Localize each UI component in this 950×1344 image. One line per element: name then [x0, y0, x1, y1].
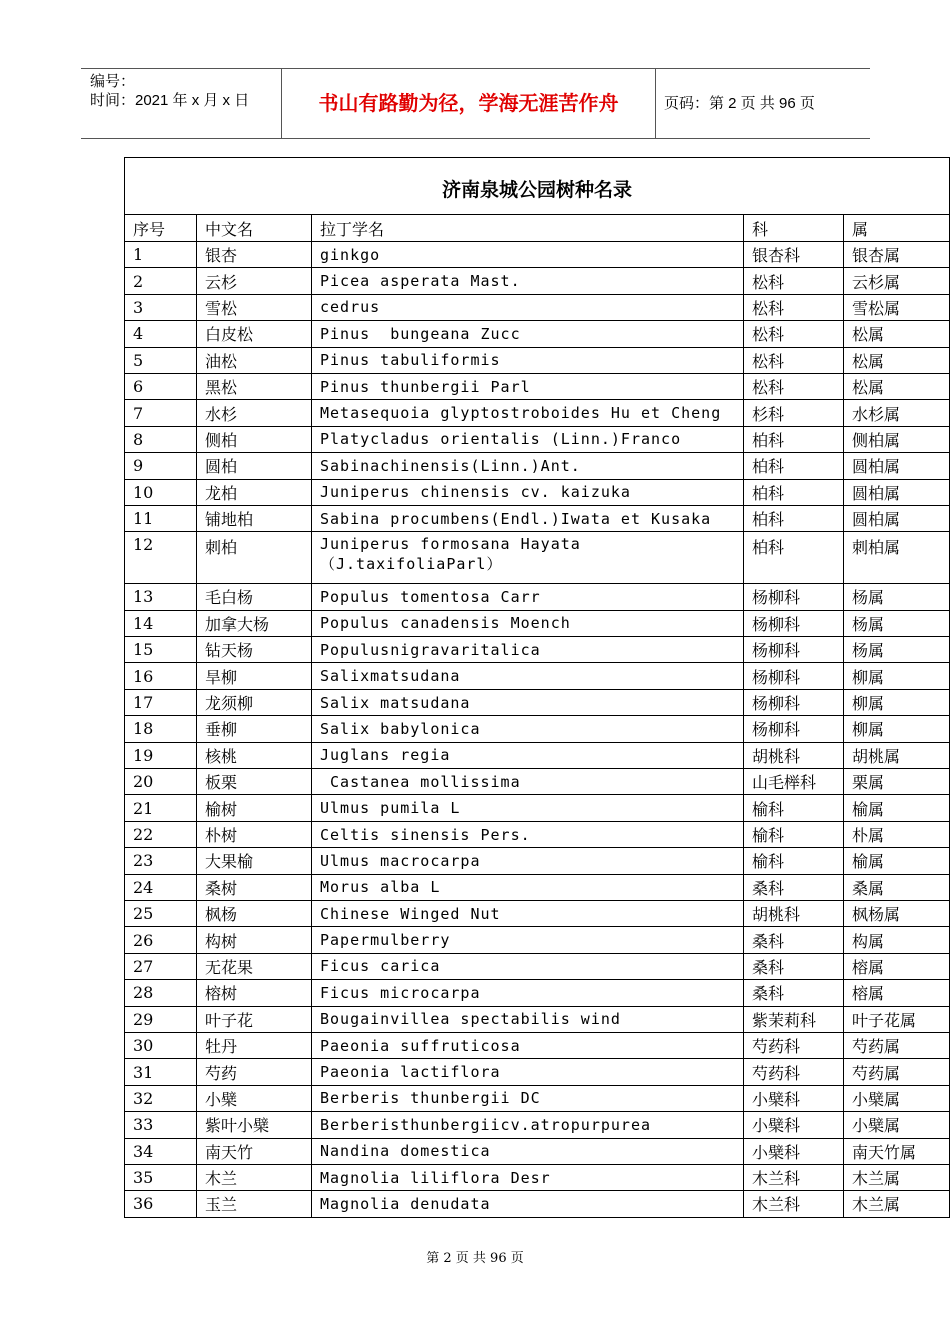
column-header: 拉丁学名 [312, 215, 744, 242]
family: 小檗科 [744, 1138, 844, 1164]
row-number: 19 [125, 742, 197, 768]
row-number: 17 [125, 689, 197, 715]
chinese-name: 桑树 [197, 874, 312, 900]
table-row [125, 637, 950, 663]
table-row [125, 900, 950, 926]
latin-name: Magnolia liliflora Desr [312, 1164, 744, 1190]
genus: 小檗属 [844, 1112, 950, 1138]
chinese-name: 玉兰 [197, 1191, 312, 1217]
genus: 榕属 [844, 980, 950, 1006]
row-number: 3 [125, 294, 197, 320]
latin-name: Sabina procumbens(Endl.)Iwata et Kusaka [312, 505, 744, 531]
row-number: 24 [125, 874, 197, 900]
latin-name: Berberisthunbergiicv.atropurpurea [312, 1112, 744, 1138]
chinese-name: 垂柳 [197, 716, 312, 742]
latin-name: Pinus thunbergii Parl [312, 373, 744, 399]
chinese-name: 榆树 [197, 795, 312, 821]
table-row [125, 848, 950, 874]
latin-name: Pinus bungeana Zucc [312, 321, 744, 347]
chinese-name: 木兰 [197, 1164, 312, 1190]
latin-name: Metasequoia glyptostroboides Hu et Cheng [312, 400, 744, 426]
table-row [125, 321, 950, 347]
table-row [125, 610, 950, 636]
genus: 圆柏属 [844, 505, 950, 531]
chinese-name: 朴树 [197, 821, 312, 847]
table-row [125, 1191, 950, 1217]
row-number: 12 [125, 532, 197, 584]
latin-name: Salixmatsudana [312, 663, 744, 689]
latin-name: Morus alba L [312, 874, 744, 900]
chinese-name: 无花果 [197, 953, 312, 979]
row-number: 29 [125, 1006, 197, 1032]
column-header: 属 [844, 215, 950, 242]
row-number: 6 [125, 373, 197, 399]
row-number: 27 [125, 953, 197, 979]
row-number: 31 [125, 1059, 197, 1085]
row-number: 1 [125, 242, 197, 268]
family: 胡桃科 [744, 900, 844, 926]
latin-name: Berberis thunbergii DC [312, 1085, 744, 1111]
family: 榆科 [744, 848, 844, 874]
latin-name: cedrus [312, 294, 744, 320]
family: 杨柳科 [744, 584, 844, 610]
family: 杨柳科 [744, 716, 844, 742]
genus: 圆柏属 [844, 453, 950, 479]
table-row [125, 294, 950, 320]
chinese-name: 龙须柳 [197, 689, 312, 715]
table-row [125, 1112, 950, 1138]
row-number: 9 [125, 453, 197, 479]
chinese-name: 枫杨 [197, 900, 312, 926]
chinese-name: 小檗 [197, 1085, 312, 1111]
genus: 柳属 [844, 716, 950, 742]
genus: 胡桃属 [844, 742, 950, 768]
table-row [125, 426, 950, 452]
family: 榆科 [744, 821, 844, 847]
chinese-name: 板栗 [197, 769, 312, 795]
family: 柏科 [744, 505, 844, 531]
chinese-name: 水杉 [197, 400, 312, 426]
family: 桑科 [744, 927, 844, 953]
genus: 构属 [844, 927, 950, 953]
chinese-name: 榕树 [197, 980, 312, 1006]
row-number: 18 [125, 716, 197, 742]
genus: 柳属 [844, 689, 950, 715]
column-header: 中文名 [197, 215, 312, 242]
latin-name: Papermulberry [312, 927, 744, 953]
genus: 云杉属 [844, 268, 950, 294]
genus: 小檗属 [844, 1085, 950, 1111]
chinese-name: 构树 [197, 927, 312, 953]
chinese-name: 铺地柏 [197, 505, 312, 531]
latin-name: Chinese Winged Nut [312, 900, 744, 926]
table-row [125, 821, 950, 847]
genus: 枫杨属 [844, 900, 950, 926]
latin-name: ginkgo [312, 242, 744, 268]
latin-name: Populus tomentosa Carr [312, 584, 744, 610]
table-row [125, 716, 950, 742]
latin-name: Nandina domestica [312, 1138, 744, 1164]
row-number: 28 [125, 980, 197, 1006]
chinese-name: 龙柏 [197, 479, 312, 505]
column-header: 序号 [125, 215, 197, 242]
chinese-name: 云杉 [197, 268, 312, 294]
family: 胡桃科 [744, 742, 844, 768]
tree-species-table [124, 157, 950, 1218]
genus: 桑属 [844, 874, 950, 900]
family: 松科 [744, 268, 844, 294]
header-meta [81, 69, 281, 138]
family: 紫茉莉科 [744, 1006, 844, 1032]
family: 芍药科 [744, 1032, 844, 1058]
table-row [125, 689, 950, 715]
table-row [125, 1138, 950, 1164]
family: 柏科 [744, 479, 844, 505]
table-row [125, 479, 950, 505]
table-row [125, 742, 950, 768]
chinese-name: 加拿大杨 [197, 610, 312, 636]
row-number: 21 [125, 795, 197, 821]
family: 木兰科 [744, 1164, 844, 1190]
chinese-name: 油松 [197, 347, 312, 373]
chinese-name: 侧柏 [197, 426, 312, 452]
latin-name: Bougainvillea spectabilis wind [312, 1006, 744, 1032]
family: 杨柳科 [744, 610, 844, 636]
row-number: 14 [125, 610, 197, 636]
family: 松科 [744, 347, 844, 373]
row-number: 13 [125, 584, 197, 610]
family: 木兰科 [744, 1191, 844, 1217]
chinese-name: 钻天杨 [197, 637, 312, 663]
genus: 榆属 [844, 848, 950, 874]
table-row [125, 874, 950, 900]
chinese-name: 大果榆 [197, 848, 312, 874]
header-page-info: 页码：第 2 页 共 96 页 [664, 95, 815, 112]
row-number: 2 [125, 268, 197, 294]
chinese-name: 芍药 [197, 1059, 312, 1085]
family: 松科 [744, 294, 844, 320]
header-motto: 书山有路勤为径，学海无涯苦作舟 [281, 69, 656, 138]
table-row [125, 795, 950, 821]
chinese-name: 银杏 [197, 242, 312, 268]
table-row [125, 1164, 950, 1190]
table-row [125, 268, 950, 294]
latin-name: Sabinachinensis(Linn.)Ant. [312, 453, 744, 479]
genus: 栗属 [844, 769, 950, 795]
family: 柏科 [744, 426, 844, 452]
latin-name: Castanea mollissima [312, 769, 744, 795]
row-number: 10 [125, 479, 197, 505]
table-row [125, 663, 950, 689]
table-row [125, 505, 950, 531]
genus: 水杉属 [844, 400, 950, 426]
document-title: 济南泉城公园树种名录 [125, 158, 950, 215]
family: 松科 [744, 321, 844, 347]
genus: 圆柏属 [844, 479, 950, 505]
latin-name: Juglans regia [312, 742, 744, 768]
genus: 木兰属 [844, 1164, 950, 1190]
row-number: 25 [125, 900, 197, 926]
genus: 南天竹属 [844, 1138, 950, 1164]
row-number: 4 [125, 321, 197, 347]
row-number: 33 [125, 1112, 197, 1138]
latin-name: Celtis sinensis Pers. [312, 821, 744, 847]
latin-name: Paeonia lactiflora [312, 1059, 744, 1085]
row-number: 26 [125, 927, 197, 953]
family: 柏科 [744, 453, 844, 479]
table-row [125, 453, 950, 479]
row-number: 22 [125, 821, 197, 847]
genus: 木兰属 [844, 1191, 950, 1217]
genus: 柳属 [844, 663, 950, 689]
family: 小檗科 [744, 1112, 844, 1138]
row-number: 36 [125, 1191, 197, 1217]
table-row [125, 927, 950, 953]
family: 银杏科 [744, 242, 844, 268]
genus: 榆属 [844, 795, 950, 821]
family: 柏科 [744, 532, 844, 584]
genus: 叶子花属 [844, 1006, 950, 1032]
genus: 松属 [844, 373, 950, 399]
genus: 榕属 [844, 953, 950, 979]
family: 桑科 [744, 874, 844, 900]
genus: 杨属 [844, 610, 950, 636]
family: 桑科 [744, 980, 844, 1006]
table-row [125, 373, 950, 399]
table-row [125, 1032, 950, 1058]
family: 杨柳科 [744, 637, 844, 663]
table-row [125, 584, 950, 610]
genus: 松属 [844, 347, 950, 373]
row-number: 8 [125, 426, 197, 452]
genus: 刺柏属 [844, 532, 950, 584]
genus: 芍药属 [844, 1059, 950, 1085]
row-number: 32 [125, 1085, 197, 1111]
table-row [125, 400, 950, 426]
latin-name: Ficus carica [312, 953, 744, 979]
table-header-row [125, 215, 950, 242]
page-footer: 第 2 页 共 96 页 [426, 1251, 524, 1266]
family: 山毛榉科 [744, 769, 844, 795]
chinese-name: 毛白杨 [197, 584, 312, 610]
genus: 朴属 [844, 821, 950, 847]
latin-name: Juniperus formosana Hayata（J.taxifoliaParl） [312, 532, 744, 584]
table-row [125, 953, 950, 979]
row-number: 7 [125, 400, 197, 426]
row-number: 20 [125, 769, 197, 795]
number-label: 编号： [90, 73, 136, 90]
latin-name: Salix babylonica [312, 716, 744, 742]
family: 榆科 [744, 795, 844, 821]
page-header [81, 68, 870, 139]
chinese-name: 叶子花 [197, 1006, 312, 1032]
chinese-name: 雪松 [197, 294, 312, 320]
genus: 银杏属 [844, 242, 950, 268]
family: 杉科 [744, 400, 844, 426]
table-row [125, 1059, 950, 1085]
latin-name: Ulmus pumila L [312, 795, 744, 821]
family: 松科 [744, 373, 844, 399]
latin-name: Magnolia denudata [312, 1191, 744, 1217]
latin-name: Platycladus orientalis (Linn.)Franco [312, 426, 744, 452]
latin-name: Juniperus chinensis cv. kaizuka [312, 479, 744, 505]
table-row [125, 1006, 950, 1032]
chinese-name: 刺柏 [197, 532, 312, 584]
row-number: 35 [125, 1164, 197, 1190]
family: 芍药科 [744, 1059, 844, 1085]
row-number: 5 [125, 347, 197, 373]
chinese-name: 白皮松 [197, 321, 312, 347]
chinese-name: 紫叶小檗 [197, 1112, 312, 1138]
family: 桑科 [744, 953, 844, 979]
family: 杨柳科 [744, 663, 844, 689]
table-row [125, 532, 950, 584]
latin-name: Paeonia suffruticosa [312, 1032, 744, 1058]
table-row [125, 347, 950, 373]
chinese-name: 核桃 [197, 742, 312, 768]
row-number: 15 [125, 637, 197, 663]
chinese-name: 旱柳 [197, 663, 312, 689]
latin-name: Populus canadensis Moench [312, 610, 744, 636]
time-label: 时间：2021 年 x 月 x 日 [90, 92, 250, 109]
family: 杨柳科 [744, 689, 844, 715]
family: 小檗科 [744, 1085, 844, 1111]
table-row [125, 769, 950, 795]
latin-name: Salix matsudana [312, 689, 744, 715]
latin-name: Picea asperata Mast. [312, 268, 744, 294]
table-row [125, 980, 950, 1006]
genus: 芍药属 [844, 1032, 950, 1058]
row-number: 11 [125, 505, 197, 531]
genus: 松属 [844, 321, 950, 347]
column-header: 科 [744, 215, 844, 242]
chinese-name: 南天竹 [197, 1138, 312, 1164]
genus: 侧柏属 [844, 426, 950, 452]
row-number: 34 [125, 1138, 197, 1164]
genus: 杨属 [844, 637, 950, 663]
row-number: 16 [125, 663, 197, 689]
table-row [125, 242, 950, 268]
latin-name: Ulmus macrocarpa [312, 848, 744, 874]
latin-name: Populusnigravaritalica [312, 637, 744, 663]
genus: 杨属 [844, 584, 950, 610]
latin-name: Ficus microcarpa [312, 980, 744, 1006]
genus: 雪松属 [844, 294, 950, 320]
table-row [125, 1085, 950, 1111]
row-number: 30 [125, 1032, 197, 1058]
latin-name: Pinus tabuliformis [312, 347, 744, 373]
chinese-name: 黑松 [197, 373, 312, 399]
row-number: 23 [125, 848, 197, 874]
chinese-name: 牡丹 [197, 1032, 312, 1058]
chinese-name: 圆柏 [197, 453, 312, 479]
